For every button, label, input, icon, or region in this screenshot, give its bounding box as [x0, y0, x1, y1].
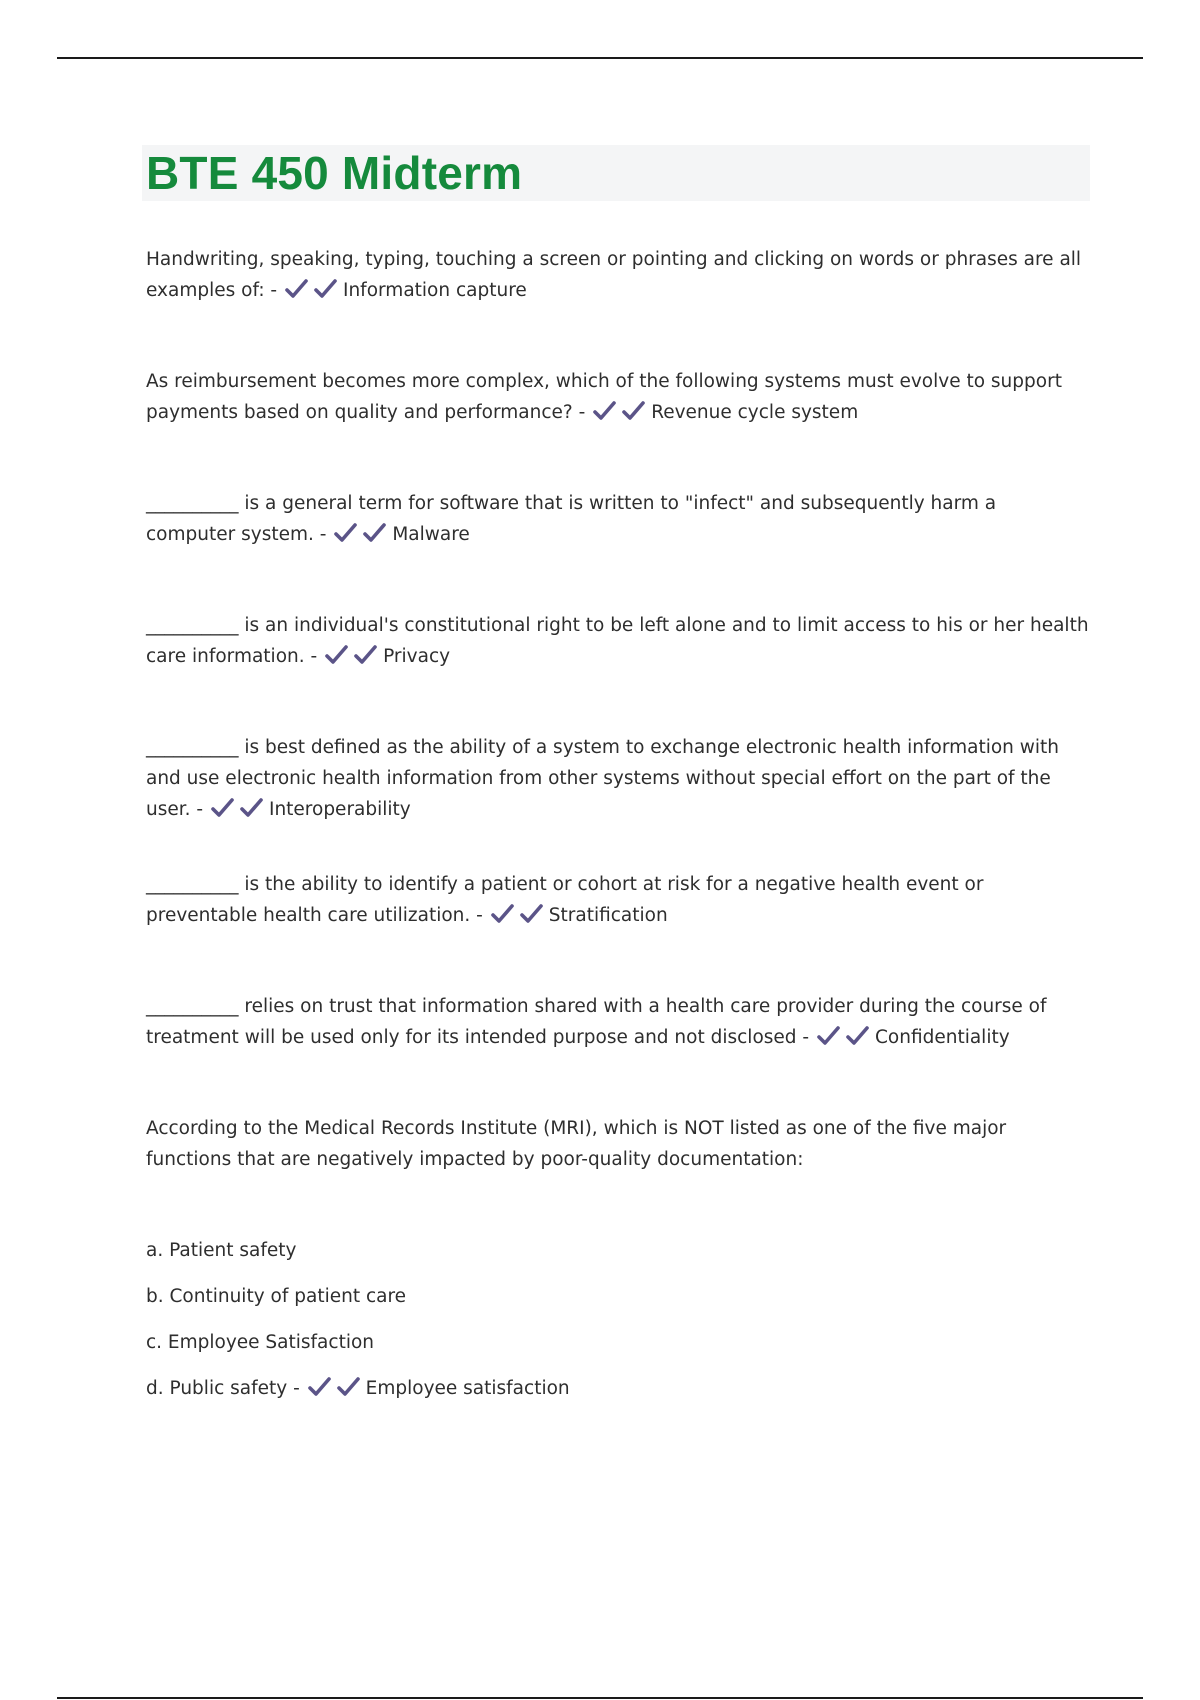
answer-text: Interoperability: [268, 799, 411, 820]
question-stem: __________ is a general term for software that is written to "infect" and subsequently harm a computer system. -: [146, 493, 997, 545]
mc-option-b: b. Continuity of patient care: [146, 1286, 407, 1307]
question-7: [146, 991, 1091, 1053]
mc-option-a: a. Patient safety: [146, 1240, 297, 1261]
question-stem: As reimbursement becomes more complex, which of the following systems must evolve to support payments based on quality and performance? -: [146, 371, 1062, 423]
question-4: [146, 610, 1091, 672]
answer-checkmarks: [817, 1027, 875, 1048]
document-body: [146, 244, 1091, 1419]
question-stem: __________ is an individual's constitutional right to be left alone and to limit access to his or her health care information. -: [146, 615, 1089, 667]
check-icon: [337, 1377, 360, 1397]
answer-checkmarks: [308, 1378, 366, 1399]
mc-option-d-text: d. Public safety -: [146, 1378, 300, 1399]
question-5: [146, 732, 1091, 825]
check-icon: [520, 904, 543, 924]
check-icon: [240, 798, 263, 818]
check-icon: [817, 1026, 840, 1046]
question-stem: __________ relies on trust that information shared with a health care provider during the course of treatment will be used only for its intended purpose and not disclosed -: [146, 996, 1047, 1048]
check-icon: [334, 523, 357, 543]
check-icon: [308, 1377, 331, 1397]
answer-text: Information capture: [343, 280, 527, 301]
answer-text: Stratification: [548, 905, 668, 926]
mc-option-c: c. Employee Satisfaction: [146, 1332, 375, 1353]
answer-checkmarks: [325, 646, 383, 667]
answer-text: Confidentiality: [874, 1027, 1010, 1048]
question-stem: __________ is best defined as the ability of a system to exchange electronic health information with and use electronic health information from other systems without special effort on the part of the user. -: [146, 737, 1060, 820]
check-icon: [846, 1026, 869, 1046]
answer-checkmarks: [491, 905, 549, 926]
question-6: [146, 869, 1091, 931]
answer-checkmarks: [334, 524, 392, 545]
top-rule: [57, 57, 1143, 59]
answer-text: Employee satisfaction: [365, 1378, 570, 1399]
question-3: [146, 488, 1091, 550]
check-icon: [491, 904, 514, 924]
question-1: [146, 244, 1091, 306]
check-icon: [325, 645, 348, 665]
answer-text: Revenue cycle system: [651, 402, 859, 423]
check-icon: [622, 401, 645, 421]
question-stem: Handwriting, speaking, typing, touching a screen or pointing and clicking on words or phrases are all examples of: -: [146, 249, 1082, 301]
check-icon: [211, 798, 234, 818]
check-icon: [593, 401, 616, 421]
document-title: BTE 450 Midterm: [146, 147, 523, 199]
mc-option-d: [146, 1373, 1091, 1404]
check-icon: [354, 645, 377, 665]
bottom-rule: [57, 1697, 1143, 1699]
answer-text: Privacy: [383, 646, 451, 667]
mc-question-stem: According to the Medical Records Institute (MRI), which is NOT listed as one of the five major functions that are negatively impacted by poor-quality documentation:: [146, 1118, 1007, 1170]
answer-checkmarks: [593, 402, 651, 423]
answer-text: Malware: [392, 524, 470, 545]
check-icon: [314, 279, 337, 299]
question-2: [146, 366, 1091, 428]
question-stem: __________ is the ability to identify a patient or cohort at risk for a negative health event or preventable health care utilization. -: [146, 874, 984, 926]
check-icon: [285, 279, 308, 299]
check-icon: [363, 523, 386, 543]
answer-checkmarks: [211, 799, 269, 820]
answer-checkmarks: [285, 280, 343, 301]
